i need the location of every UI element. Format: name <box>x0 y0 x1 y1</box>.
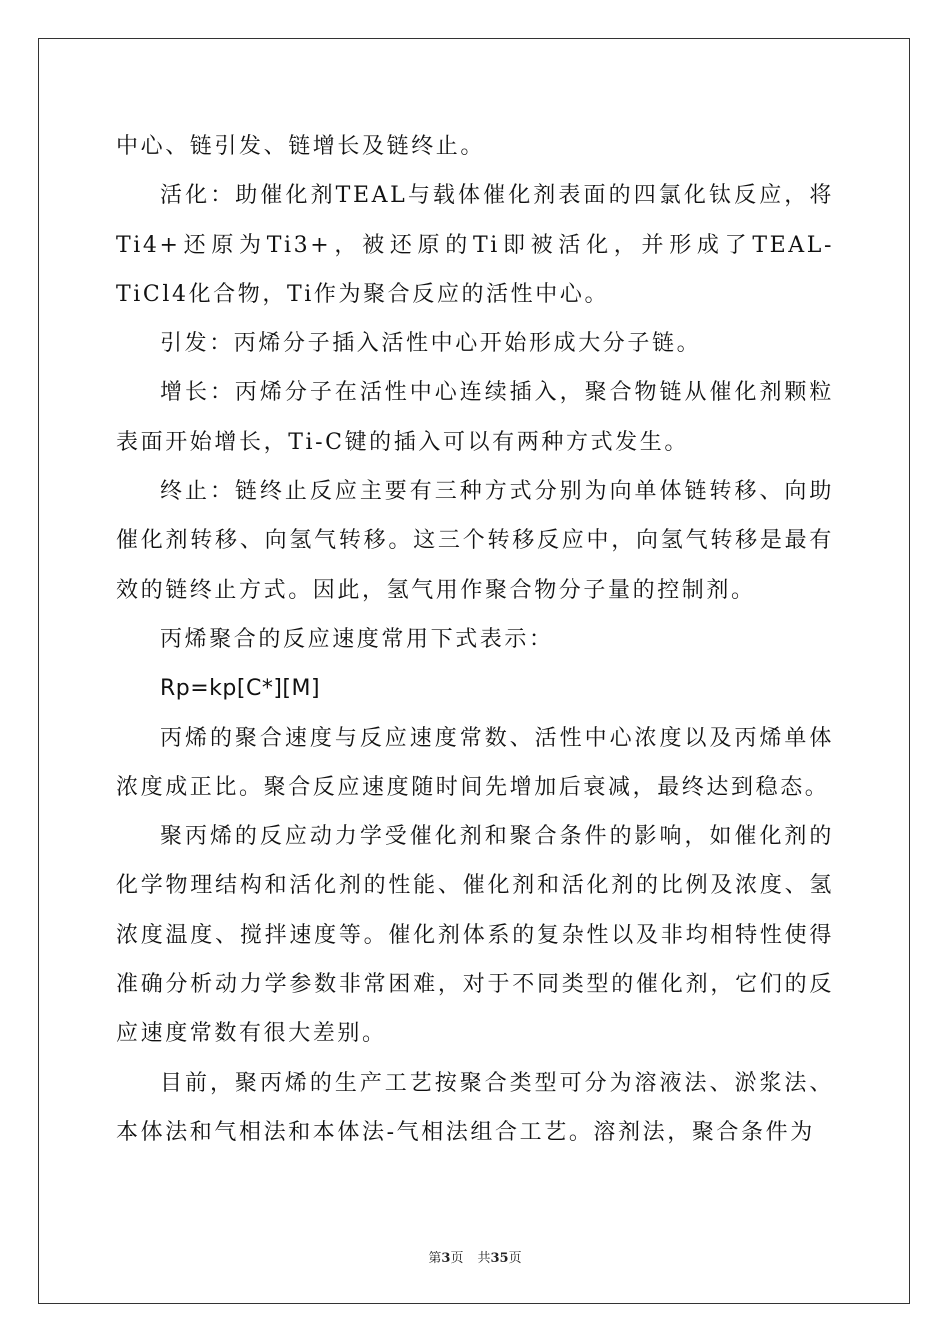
paragraph-kinetics: 聚丙烯的反应动力学受催化剂和聚合条件的影响，如催化剂的化学物理结构和活化剂的性能、催化剂和活化剂的比例及浓度、氢浓度温度、搅拌速度等。催化剂体系的复杂性以及非均相特性使得准确分析动力学参数非常困难，对于不同类型的催化剂，它们的反应速度常数有很大差别。 <box>116 824 834 1047</box>
total-suffix: 页 <box>508 1251 522 1266</box>
rate-formula: Rp=kp[C*][M] <box>160 676 321 702</box>
paragraph-propagation: 增长：丙烯分子在活性中心连续插入，聚合物链从催化剂颗粒表面开始增长，Ti-C键的插入可以有两种方式发生。 <box>116 380 834 455</box>
page-current: 3 <box>441 1251 451 1266</box>
paragraph-rate-explanation: 丙烯的聚合速度与反应速度常数、活性中心浓度以及丙烯单体浓度成正比。聚合反应速度随时间先增加后衰减，最终达到稳态。 <box>116 725 834 800</box>
paragraph-termination: 终止：链终止反应主要有三种方式分别为向单体链转移、向助催化剂转移、向氢气转移。这三个转移反应中，向氢气转移是最有效的链终止方式。因此，氢气用作聚合物分子量的控制剂。 <box>116 479 834 603</box>
page-prefix: 第 <box>428 1251 442 1266</box>
paragraph-activation: 活化：助催化剂TEAL与载体催化剂表面的四氯化钛反应，将Ti4+还原为Ti3+，被还原的Ti即被活化，并形成了TEAL-TiCl4化合物，Ti作为聚合反应的活性中心。 <box>116 183 834 307</box>
document-body <box>116 122 834 1157</box>
paragraph-process: 目前，聚丙烯的生产工艺按聚合类型可分为溶液法、淤浆法、本体法和气相法和本体法-气相法组合工艺。溶剂法，聚合条件为 <box>116 1070 834 1145</box>
page-footer <box>0 1247 950 1266</box>
total-prefix: 共 <box>477 1251 491 1266</box>
page-total: 35 <box>490 1251 509 1266</box>
paragraph-continuation: 中心、链引发、链增长及链终止。 <box>116 134 486 159</box>
paragraph-initiation: 引发：丙烯分子插入活性中心开始形成大分子链。 <box>160 331 702 357</box>
paragraph-rate-intro: 丙烯聚合的反应速度常用下式表示： <box>160 626 554 652</box>
page-suffix: 页 <box>450 1251 464 1266</box>
